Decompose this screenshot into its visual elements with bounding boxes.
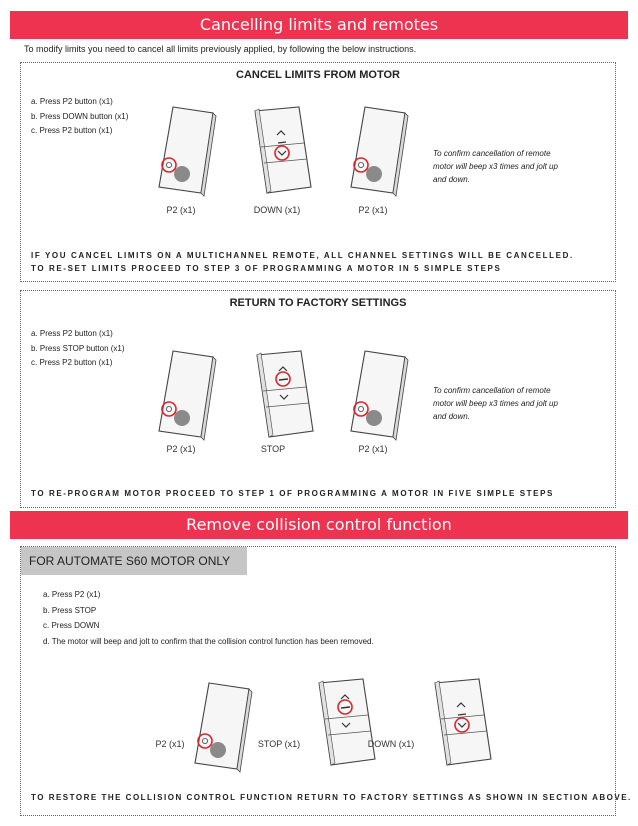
remote-front-icon (315, 675, 379, 767)
caption-down: DOWN (x1) (253, 205, 301, 215)
cancel-limits-panel (20, 62, 616, 282)
collision-panel (20, 546, 632, 816)
step-item: b. Press STOP (43, 605, 97, 615)
step-item: b. Press DOWN button (x1) (31, 111, 129, 121)
step-item: c. Press DOWN (43, 621, 100, 630)
step-item: c. Press P2 button (x1) (31, 126, 113, 135)
remote-front-icon (431, 675, 495, 767)
step-item: d. The motor will beep and jolt to confirm that the collision control function has been removed. (43, 636, 374, 646)
remote-back-icon (347, 347, 411, 439)
step-item: a. Press P2 (x1) (43, 590, 101, 599)
warning-note: TO RE-SET LIMITS PROCEED TO STEP 3 OF PROGRAMMING A MOTOR IN 5 SIMPLE STEPS (31, 264, 502, 273)
caption-p2: P2 (x1) (358, 205, 388, 215)
restore-note: TO RESTORE THE COLLISION CONTROL FUNCTION RETURN TO FACTORY SETTINGS AS SHOWN IN SECTION ABOVE. (31, 793, 632, 802)
caption-p2: P2 (x1) (166, 444, 196, 454)
cancel-limits-steps (31, 95, 128, 139)
caption-p2: P2 (x1) (358, 444, 388, 454)
remote-back-icon (155, 347, 219, 439)
confirm-text: To confirm cancellation of remote motor will beep x3 times and jolt up and down. (433, 386, 558, 421)
caption-p2: P2 (x1) (166, 205, 196, 215)
remote-back-icon (347, 103, 411, 195)
step-item: c. Press P2 button (x1) (31, 358, 113, 367)
caption-p2: P2 (x1) (155, 739, 185, 749)
step-item: b. Press STOP button (x1) (31, 343, 125, 353)
remote-front-icon (251, 103, 315, 195)
factory-steps (31, 327, 125, 371)
remote-back-icon (191, 679, 255, 771)
collision-steps (43, 587, 374, 649)
reprogram-note: TO RE-PROGRAM MOTOR PROCEED TO STEP 1 OF PROGRAMMING A MOTOR IN FIVE SIMPLE STEPS (31, 489, 554, 498)
confirm-text: To confirm cancellation of remote motor will beep x3 times and jolt up and down. (433, 149, 558, 184)
caption-stop: STOP (x1) (257, 739, 301, 749)
caption-down: DOWN (x1) (367, 739, 415, 749)
cancel-limits-title: CANCEL LIMITS FROM MOTOR (236, 69, 400, 81)
step-item: a. Press P2 button (x1) (31, 97, 113, 106)
step-item: a. Press P2 button (x1) (31, 329, 113, 338)
warning-note: IF YOU CANCEL LIMITS ON A MULTICHANNEL REMOTE, ALL CHANNEL SETTINGS WILL BE CANCELLED. (31, 251, 574, 260)
remote-back-icon (155, 103, 219, 195)
intro-text: To modify limits you need to cancel all limits previously applied, by following the below instructions. (24, 44, 417, 54)
factory-settings-title: RETURN TO FACTORY SETTINGS (229, 297, 407, 309)
section-banner-collision: Remove collision control function (10, 511, 628, 539)
motor-model-tab: FOR AUTOMATE S60 MOTOR ONLY (21, 547, 247, 575)
section-banner-cancelling: Cancelling limits and remotes (10, 11, 628, 39)
factory-settings-panel (20, 290, 616, 508)
caption-stop: STOP (260, 444, 286, 454)
remote-front-icon (253, 347, 317, 439)
